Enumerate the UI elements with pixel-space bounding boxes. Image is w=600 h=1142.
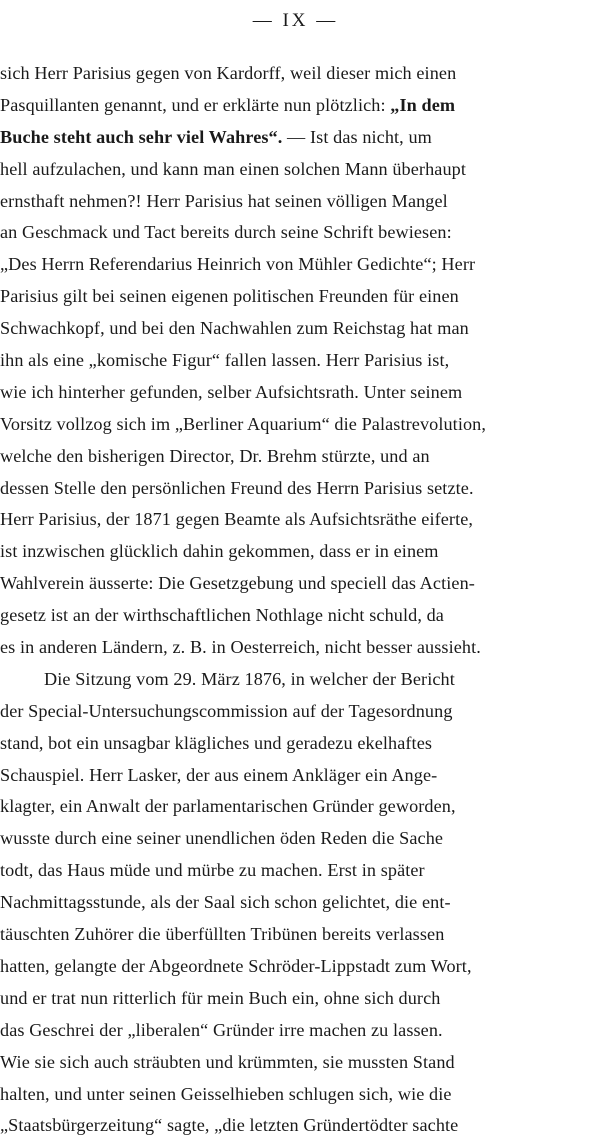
text-segment: wusste durch eine seiner unendlichen öden Reden die Sache xyxy=(0,828,444,849)
text-segment: hatten, gelangte der Abgeordnete Schröder-Lippstadt zum Wort, xyxy=(0,955,472,976)
text-line xyxy=(0,536,600,568)
text-segment: Nachmittagsstunde, als der Saal sich schon gelichtet, die ent- xyxy=(0,892,451,913)
text-line xyxy=(0,313,600,345)
text-line xyxy=(0,728,600,760)
text-segment: ihn als eine „komische Figur“ fallen lassen. Herr Parisius ist, xyxy=(0,350,450,371)
text-line xyxy=(0,887,600,919)
text-line xyxy=(0,473,600,505)
text-segment: ernsthaft nehmen?! Herr Parisius hat seinen völligen Mangel xyxy=(0,190,448,211)
text-line xyxy=(0,983,600,1015)
text-segment: „Des Herrn Referendarius Heinrich von Mühler Gedichte“; Herr xyxy=(0,254,476,275)
text-line xyxy=(0,90,600,122)
page-number: — IX — xyxy=(252,10,339,31)
text-segment: dessen Stelle den persönlichen Freund des Herrn Parisius setzte. xyxy=(0,477,474,498)
text-segment: stand, bot ein unsagbar klägliches und geradezu ekelhaftes xyxy=(0,732,433,753)
text-line xyxy=(0,791,600,823)
text-segment: Wie sie sich auch sträubten und krümmten, sie mussten Stand xyxy=(0,1051,455,1072)
bold-text-segment: „In dem xyxy=(390,94,456,115)
text-segment: der Special-Untersuchungscommission auf der Tagesordnung xyxy=(0,700,453,721)
text-segment: halten, und unter seinen Geisselhieben schlugen sich, wie die xyxy=(0,1083,452,1104)
text-segment: ist inzwischen glücklich dahin gekommen, dass er in einem xyxy=(0,541,439,562)
text-segment: welche den bisherigen Director, Dr. Brehm stürzte, und an xyxy=(0,445,430,466)
text-line xyxy=(0,504,600,536)
text-line xyxy=(0,377,600,409)
text-segment: hell aufzulachen, und kann man einen solchen Mann überhaupt xyxy=(0,158,466,179)
text-line xyxy=(0,600,600,632)
text-segment: „Staatsbürgerzeitung“ sagte, „die letzten Gründertödter sachte xyxy=(0,1115,459,1136)
text-line xyxy=(0,696,600,728)
body-text xyxy=(0,58,600,1142)
text-line xyxy=(0,345,600,377)
text-segment: es in anderen Ländern, z. B. in Oesterreich, nicht besser aussieht. xyxy=(0,637,481,658)
text-line xyxy=(0,186,600,218)
text-line xyxy=(0,281,600,313)
text-segment: — Ist das nicht, um xyxy=(282,126,432,147)
text-line xyxy=(0,249,600,281)
text-line xyxy=(0,441,600,473)
text-line xyxy=(0,855,600,887)
text-line xyxy=(0,951,600,983)
text-segment: Pasquillanten genannt, und er erklärte nun plötzlich: xyxy=(0,94,391,115)
text-segment: klagter, ein Anwalt der parlamentarischen Gründer geworden, xyxy=(0,796,456,817)
text-segment: sich Herr Parisius gegen von Kardorff, weil dieser mich einen xyxy=(0,63,457,83)
text-line xyxy=(0,1047,600,1079)
text-segment: wie ich hinterher gefunden, selber Aufsichtsrath. Unter seinem xyxy=(0,381,463,402)
text-line xyxy=(0,823,600,855)
text-segment: täuschten Zuhörer die überfüllten Tribünen bereits verlassen xyxy=(0,924,445,945)
text-segment: Schwachkopf, und bei den Nachwahlen zum Reichstag hat man xyxy=(0,318,469,339)
text-line xyxy=(0,568,600,600)
text-line xyxy=(0,154,600,186)
text-segment: an Geschmack und Tact bereits durch seine Schrift bewiesen: xyxy=(0,222,452,243)
text-segment: Herr Parisius, der 1871 gegen Beamte als Aufsichtsräthe eiferte, xyxy=(0,509,474,530)
text-line xyxy=(0,217,600,249)
text-line xyxy=(0,632,600,664)
text-line xyxy=(0,409,600,441)
text-segment: Wahlverein äusserte: Die Gesetzgebung und speciell das Actien- xyxy=(0,573,475,594)
text-line xyxy=(0,58,600,90)
text-line xyxy=(0,760,600,792)
text-line xyxy=(0,122,600,154)
text-line xyxy=(0,1015,600,1047)
text-segment: Die Sitzung vom 29. März 1876, in welcher der Bericht xyxy=(44,668,455,689)
text-line xyxy=(0,1110,600,1142)
text-segment: und er trat nun ritterlich für mein Buch ein, ohne sich durch xyxy=(0,987,441,1008)
text-line xyxy=(0,664,600,696)
bold-text-segment: Buche steht auch sehr viel Wahres“. xyxy=(0,126,283,147)
text-line xyxy=(0,919,600,951)
text-segment: todt, das Haus müde und mürbe zu machen. Erst in später xyxy=(0,860,425,881)
text-line xyxy=(0,1079,600,1111)
text-segment: gesetz ist an der wirthschaftlichen Nothlage nicht schuld, da xyxy=(0,605,444,626)
text-segment: das Geschrei der „liberalen“ Gründer irre machen zu lassen. xyxy=(0,1019,443,1040)
text-segment: Schauspiel. Herr Lasker, der aus einem Ankläger ein Ange- xyxy=(0,764,438,785)
text-segment: Parisius gilt bei seinen eigenen politischen Freunden für einen xyxy=(0,286,459,307)
text-segment: Vorsitz vollzog sich im „Berliner Aquarium“ die Palastrevolution, xyxy=(0,413,487,434)
